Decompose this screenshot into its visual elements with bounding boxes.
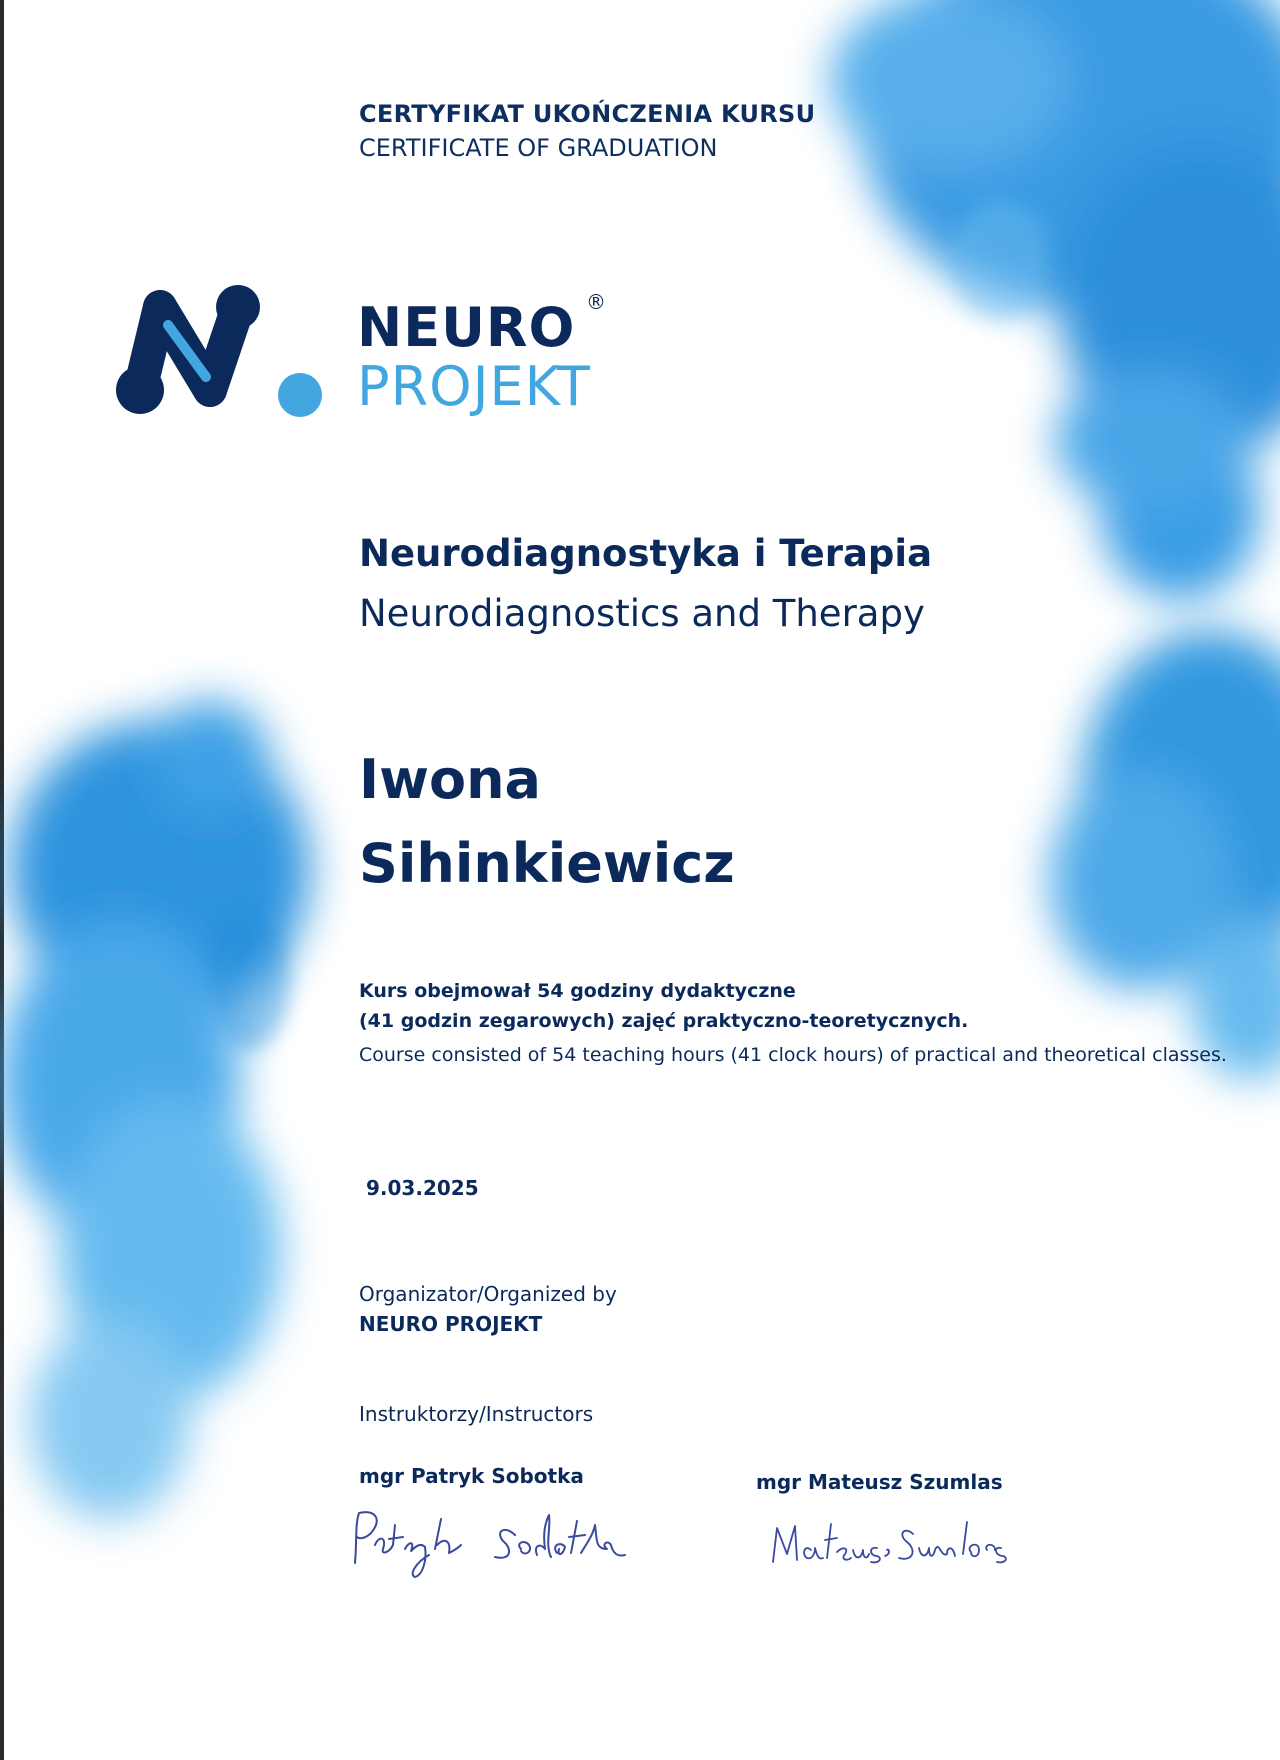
instructors-label: Instruktorzy/Instructors: [359, 1402, 594, 1426]
neuro-projekt-logo-icon: [110, 285, 330, 425]
issue-date: 9.03.2025: [366, 1176, 479, 1200]
instructor-name-1: mgr Patryk Sobotka: [359, 1464, 584, 1488]
organizer-name: NEURO PROJEKT: [359, 1312, 543, 1336]
instructor-name-2: mgr Mateusz Szumlas: [756, 1470, 1003, 1494]
brand-name-line2: PROJEKT: [357, 355, 591, 418]
signature-instructor-2: [765, 1510, 1030, 1575]
course-name-pl: Neurodiagnostyka i Terapia: [359, 532, 933, 575]
course-hours-pl-1: Kurs obejmował 54 godziny dydaktyczne: [359, 980, 796, 1002]
organizer-label: Organizator/Organized by: [359, 1282, 617, 1306]
certificate-title-pl: CERTYFIKAT UKOŃCZENIA KURSU: [359, 100, 816, 128]
course-hours-en: Course consisted of 54 teaching hours (41 clock hours) of practical and theoretical classes.: [359, 1044, 1227, 1066]
signature-instructor-1: [345, 1505, 645, 1580]
course-hours-pl-2: (41 godzin zegarowych) zajęć praktyczno-teoretycznych.: [359, 1010, 969, 1032]
certificate-title-en: CERTIFICATE OF GRADUATION: [359, 134, 718, 162]
registered-mark: ®: [586, 290, 606, 314]
course-name-en: Neurodiagnostics and Therapy: [359, 592, 925, 635]
participant-last-name: Sihinkiewicz: [359, 832, 735, 895]
participant-first-name: Iwona: [359, 748, 541, 811]
brand-name-line1: NEURO: [357, 296, 576, 359]
